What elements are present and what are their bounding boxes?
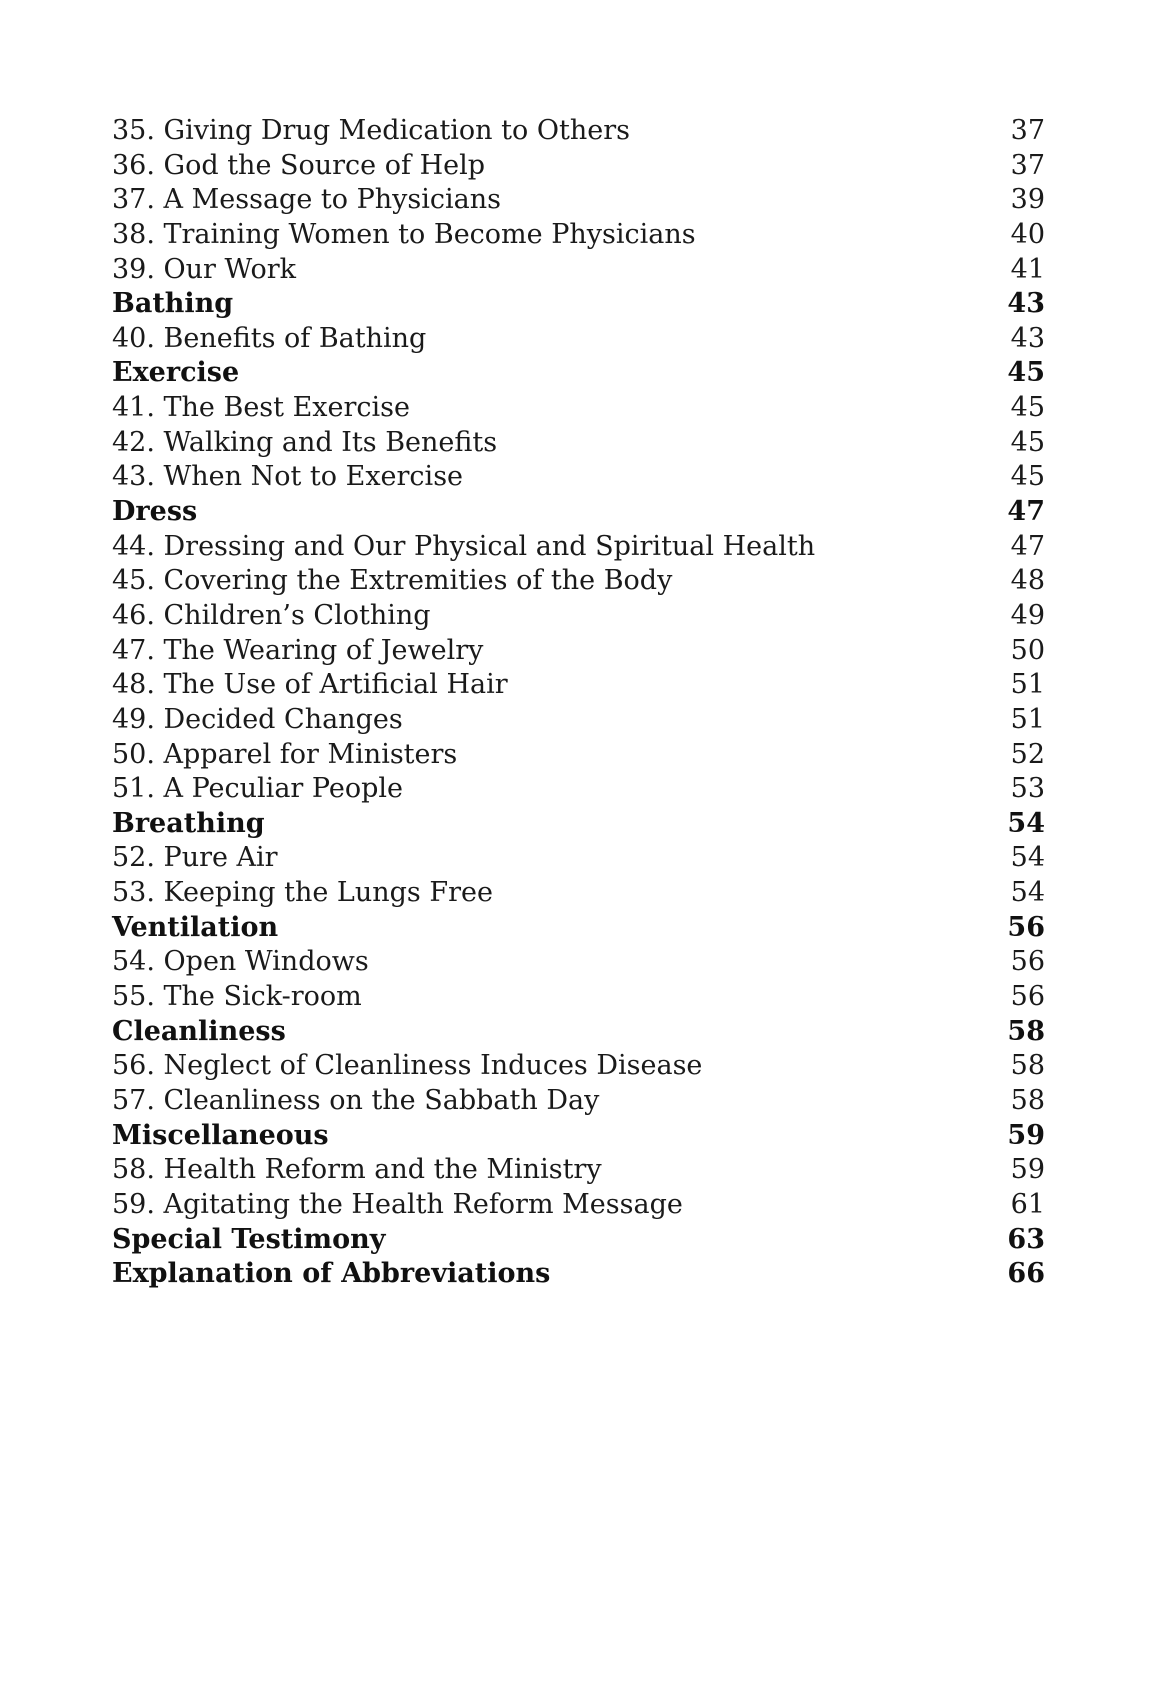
toc-entry (112, 322, 1045, 357)
toc-page-number: 37 (1010, 115, 1045, 146)
toc-section-heading (112, 356, 1045, 391)
toc-page-number: 54 (1010, 877, 1045, 909)
toc-entry-title: 58. Health Reform and the Ministry (112, 1154, 602, 1186)
toc-page-number: 43 (1007, 288, 1045, 320)
toc-page-number: 49 (1010, 599, 1045, 631)
toc-page-number: 61 (1010, 1188, 1045, 1220)
toc-entry-title: 55. The Sick-room (112, 981, 362, 1013)
toc-entry-title: 38. Training Women to Become Physicians (112, 218, 696, 250)
toc-entry-title: Bathing (112, 288, 234, 320)
toc-entry (112, 1084, 1045, 1119)
toc-entry (112, 841, 1045, 876)
toc-entry-title: Miscellaneous (112, 1119, 329, 1151)
toc-entry-title: Special Testimony (112, 1223, 386, 1255)
toc-page-number: 59 (1007, 1119, 1045, 1151)
toc-section-heading (112, 495, 1045, 530)
toc-page-number: 54 (1010, 842, 1045, 874)
toc-page-number: 47 (1007, 496, 1045, 528)
toc-page-number: 47 (1010, 530, 1045, 562)
toc-section-heading (112, 1015, 1045, 1050)
toc-entry (112, 772, 1045, 807)
toc-entry-title: Ventilation (112, 911, 279, 943)
toc-page-number: 51 (1010, 703, 1045, 735)
toc-entry (112, 703, 1045, 738)
toc-entry (112, 945, 1045, 980)
toc-page-number: 39 (1010, 184, 1045, 216)
toc-entry-title: Explanation of Abbreviations (112, 1258, 551, 1290)
toc-entry (112, 530, 1045, 565)
toc-entry-title: Dress (112, 496, 198, 528)
toc-entry-title: 36. God the Source of Help (112, 149, 486, 181)
toc-entry-title: 42. Walking and Its Benefits (112, 426, 498, 458)
toc-entry (112, 599, 1045, 634)
toc-page-number: 37 (1010, 149, 1045, 181)
toc-page-number: 43 (1010, 322, 1045, 354)
toc-entry (112, 149, 1045, 184)
toc-entry-title: 54. Open Windows (112, 946, 369, 978)
toc-entry (112, 980, 1045, 1015)
toc-entry (112, 426, 1045, 461)
toc-entry-title: 52. Pure Air (112, 842, 278, 874)
toc-entry-title: 43. When Not to Exercise (112, 461, 464, 493)
toc-page-number: 56 (1010, 946, 1045, 978)
toc-entry-title: 35. Giving Drug Medication to Others (112, 115, 630, 146)
toc-entry-title: 39. Our Work (112, 253, 296, 285)
toc-entry-title: Exercise (112, 357, 240, 389)
toc-entry-title: 50. Apparel for Ministers (112, 738, 458, 770)
toc-entry (112, 564, 1045, 599)
toc-entry-title: 44. Dressing and Our Physical and Spiritual Health (112, 530, 816, 562)
toc-section-heading (112, 911, 1045, 946)
toc-entry-title: Cleanliness (112, 1015, 286, 1047)
toc-entry-title: 53. Keeping the Lungs Free (112, 877, 493, 909)
toc-page-number: 41 (1010, 253, 1045, 285)
toc-entry-title: 48. The Use of Artificial Hair (112, 669, 508, 701)
toc-page-number: 54 (1007, 807, 1045, 839)
toc-page-number: 52 (1010, 738, 1045, 770)
toc-page-number: 59 (1010, 1154, 1045, 1186)
toc-page-number: 58 (1010, 1084, 1045, 1116)
toc-entry (112, 1188, 1045, 1223)
toc-page-number: 66 (1007, 1258, 1045, 1290)
toc-entry-title: 37. A Message to Physicians (112, 184, 501, 216)
toc-entry (112, 738, 1045, 773)
toc-entry-title: 51. A Peculiar People (112, 773, 403, 805)
toc-entry (112, 183, 1045, 218)
toc-entry-title: 57. Cleanliness on the Sabbath Day (112, 1084, 600, 1116)
toc-entry-title: Breathing (112, 807, 265, 839)
toc-section-heading (112, 1257, 1045, 1292)
toc-entry (112, 460, 1045, 495)
table-of-contents (112, 114, 1045, 1292)
toc-entry (112, 876, 1045, 911)
toc-entry (112, 218, 1045, 253)
toc-page-number: 45 (1010, 392, 1045, 424)
toc-entry (112, 1153, 1045, 1188)
toc-page-number: 53 (1010, 773, 1045, 805)
toc-page-number: 50 (1010, 634, 1045, 666)
toc-page-number: 48 (1010, 565, 1045, 597)
toc-entry-title: 40. Benefits of Bathing (112, 322, 427, 354)
toc-page-number: 45 (1007, 357, 1045, 389)
toc-entry (112, 634, 1045, 669)
toc-entry-title: 47. The Wearing of Jewelry (112, 634, 484, 666)
toc-page-number: 40 (1010, 218, 1045, 250)
toc-page-number: 45 (1010, 426, 1045, 458)
toc-entry-title: 45. Covering the Extremities of the Body (112, 565, 673, 597)
toc-page-number: 51 (1010, 669, 1045, 701)
toc-entry (112, 668, 1045, 703)
toc-page-number: 45 (1010, 461, 1045, 493)
toc-page-number: 58 (1010, 1050, 1045, 1082)
toc-entry (112, 391, 1045, 426)
toc-entry (112, 253, 1045, 288)
toc-section-heading (112, 287, 1045, 322)
toc-entry (112, 114, 1045, 149)
toc-page-number: 63 (1007, 1223, 1045, 1255)
toc-entry-title: 59. Agitating the Health Reform Message (112, 1188, 683, 1220)
toc-entry-title: 46. Children’s Clothing (112, 599, 431, 631)
toc-entry-title: 56. Neglect of Cleanliness Induces Disease (112, 1050, 703, 1082)
toc-section-heading (112, 1119, 1045, 1154)
toc-page-number: 58 (1007, 1015, 1045, 1047)
toc-page-number: 56 (1010, 981, 1045, 1013)
toc-entry-title: 49. Decided Changes (112, 703, 403, 735)
toc-section-heading (112, 1223, 1045, 1258)
toc-page-number: 56 (1007, 911, 1045, 943)
toc-entry-title: 41. The Best Exercise (112, 392, 411, 424)
toc-entry (112, 1049, 1045, 1084)
toc-section-heading (112, 807, 1045, 842)
